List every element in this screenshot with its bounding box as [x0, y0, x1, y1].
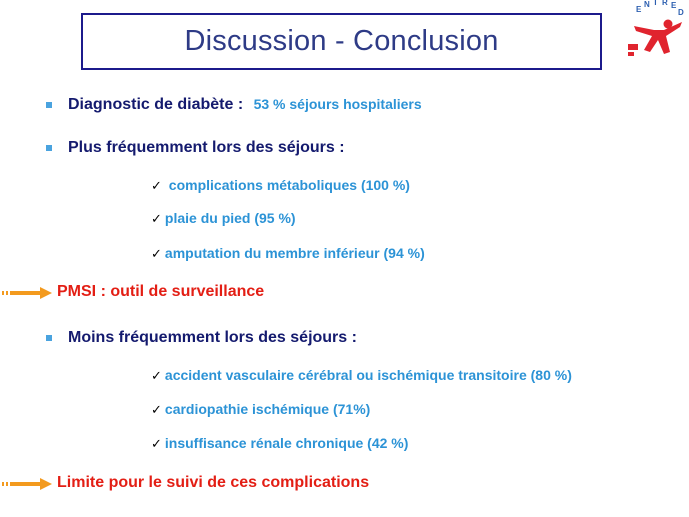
list-item-text: accident vasculaire cérébral ou ischémique transitoire (80 %) — [164, 367, 572, 383]
bullet-square — [46, 102, 52, 108]
list-item-text: plaie du pied (95 %) — [164, 210, 296, 226]
list-item — [151, 210, 296, 227]
checkmark-icon: ✓ — [151, 211, 162, 226]
list-item-text: insuffisance rénale chronique (42 %) — [164, 435, 409, 451]
logo-letter-3: T — [653, 0, 658, 7]
checkmark-icon: ✓ — [151, 368, 162, 383]
diagnostic-line — [68, 96, 422, 114]
logo-letter-5: E — [671, 1, 677, 10]
checkmark-icon: ✓ — [151, 402, 162, 417]
checkmark-icon: ✓ — [151, 246, 162, 261]
moins-frequent-heading: Moins fréquemment lors des séjours : — [68, 329, 357, 346]
list-item — [151, 177, 410, 194]
logo-letter-4: R — [662, 0, 668, 7]
bullet-square — [46, 335, 52, 341]
arrow-right-icon — [2, 287, 52, 299]
entred-logo-icon — [624, 0, 688, 62]
checkmark-icon: ✓ — [151, 436, 162, 451]
list-item — [151, 367, 572, 384]
list-item — [151, 435, 408, 452]
pmsi-conclusion: PMSI : outil de surveillance — [57, 283, 265, 300]
list-item — [151, 401, 370, 418]
logo-letter-1: E — [636, 5, 642, 14]
checkmark-icon: ✓ — [151, 178, 162, 193]
diagnostic-value: 53 % séjours hospitaliers — [253, 96, 422, 112]
list-item-text: amputation du membre inférieur (94 %) — [164, 245, 425, 261]
diagnostic-label: Diagnostic de diabète : — [68, 96, 244, 113]
bullet-square — [46, 145, 52, 151]
list-item — [151, 245, 425, 262]
list-item-text: complications métaboliques (100 %) — [164, 177, 410, 193]
slide-title: Discussion - Conclusion — [184, 25, 499, 57]
logo-letter-6: D — [678, 8, 684, 17]
arrow-right-icon — [2, 478, 52, 490]
logo-letter-2: N — [644, 0, 650, 9]
list-item-text: cardiopathie ischémique (71%) — [164, 401, 371, 417]
title-box — [81, 13, 602, 70]
plus-frequent-heading: Plus fréquemment lors des séjours : — [68, 139, 345, 156]
limit-conclusion: Limite pour le suivi de ces complications — [57, 474, 370, 491]
